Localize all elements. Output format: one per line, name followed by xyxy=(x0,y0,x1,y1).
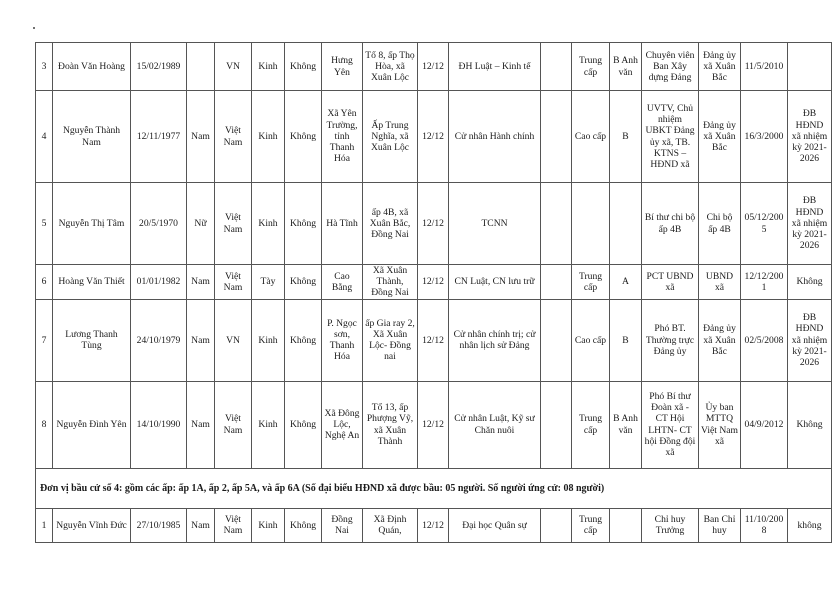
cell-stt: 1 xyxy=(36,508,53,542)
cell-nationality: Việt Nam xyxy=(215,508,252,542)
cell-party-date: 12/12/2001 xyxy=(741,265,788,300)
cell-workplace: Đảng ủy xã Xuân Bắc xyxy=(699,91,741,183)
cell-ethnicity: Kinh xyxy=(252,299,285,381)
cell-dob: 12/11/1977 xyxy=(131,91,187,183)
cell-religion: Không xyxy=(285,299,322,381)
cell-residence: Xã Định Quán, xyxy=(363,508,418,542)
cell-dob: 01/01/1982 xyxy=(131,265,187,300)
cell-foreign-language: B xyxy=(610,299,642,381)
cell-residence: Xã Xuân Thành, Đồng Nai xyxy=(363,265,418,300)
table-row xyxy=(36,91,832,183)
cell-specialty: CN Luật, CN lưu trữ xyxy=(449,265,541,300)
candidate-table xyxy=(35,42,832,543)
cell-col12 xyxy=(541,43,572,91)
cell-specialty: Cử nhân chính trị; cử nhân lịch sử Đảng xyxy=(449,299,541,381)
cell-ethnicity: Tày xyxy=(252,265,285,300)
cell-delegate: ĐB HĐND xã nhiệm kỳ 2021-2026 xyxy=(788,299,832,381)
cell-foreign-language xyxy=(610,183,642,265)
cell-ethnicity: Kinh xyxy=(252,508,285,542)
cell-workplace: Đảng ủy xã Xuân Bắc xyxy=(699,43,741,91)
cell-residence: ấp 4B, xã Xuân Bắc, Đồng Nai xyxy=(363,183,418,265)
cell-occupation: PCT UBND xã xyxy=(642,265,699,300)
cell-political-theory xyxy=(572,183,610,265)
cell-hometown: Xã Đông Lộc, Nghệ An xyxy=(322,381,363,468)
cell-name: Nguyễn Thị Tâm xyxy=(53,183,131,265)
cell-specialty: Đại học Quân sự xyxy=(449,508,541,542)
cell-col12 xyxy=(541,265,572,300)
cell-general-education: 12/12 xyxy=(418,508,449,542)
cell-hometown: Cao Bằng xyxy=(322,265,363,300)
cell-foreign-language: A xyxy=(610,265,642,300)
cell-nationality: VN xyxy=(215,43,252,91)
cell-religion: Không xyxy=(285,265,322,300)
cell-workplace: Đảng ủy xã Xuân Bắc xyxy=(699,299,741,381)
cell-religion: Không xyxy=(285,381,322,468)
cell-religion: Không xyxy=(285,91,322,183)
cell-dob: 27/10/1985 xyxy=(131,508,187,542)
cell-nationality: VN xyxy=(215,299,252,381)
cell-political-theory: Trung cấp xyxy=(572,508,610,542)
cell-party-date: 11/10/2008 xyxy=(741,508,788,542)
cell-name: Nguyễn Vĩnh Đức xyxy=(53,508,131,542)
cell-general-education: 12/12 xyxy=(418,299,449,381)
cell-general-education: 12/12 xyxy=(418,183,449,265)
cell-stt: 7 xyxy=(36,299,53,381)
cell-occupation: Phó Bí thư Đoàn xã - CT Hội LHTN- CT hội Đồng đội xã xyxy=(642,381,699,468)
cell-nationality: Việt Nam xyxy=(215,381,252,468)
cell-religion: Không xyxy=(285,183,322,265)
cell-political-theory: Trung cấp xyxy=(572,43,610,91)
cell-stt: 6 xyxy=(36,265,53,300)
cell-stt: 5 xyxy=(36,183,53,265)
cell-occupation: UVTV, Chủ nhiệm UBKT Đảng ủy xã, TB. KTNS – HĐND xã xyxy=(642,91,699,183)
table-row xyxy=(36,381,832,468)
cell-workplace: Chi bộ ấp 4B xyxy=(699,183,741,265)
cell-dob: 24/10/1979 xyxy=(131,299,187,381)
cell-specialty: Cử nhân Luật, Kỹ sư Chăn nuôi xyxy=(449,381,541,468)
cell-col12 xyxy=(541,299,572,381)
cell-delegate: ĐB HĐND xã nhiệm kỳ 2021-2026 xyxy=(788,183,832,265)
cell-dob: 14/10/1990 xyxy=(131,381,187,468)
cell-foreign-language: B Anh văn xyxy=(610,381,642,468)
cell-hometown: Xã Yên Trường, tỉnh Thanh Hóa xyxy=(322,91,363,183)
cell-delegate xyxy=(788,43,832,91)
table-row xyxy=(36,508,832,542)
cell-stt: 3 xyxy=(36,43,53,91)
cell-stt: 8 xyxy=(36,381,53,468)
rows-group-a xyxy=(36,43,832,469)
cell-religion: Không xyxy=(285,43,322,91)
cell-sex xyxy=(187,43,215,91)
cell-nationality: Việt Nam xyxy=(215,183,252,265)
cell-workplace: Ban Chỉ huy xyxy=(699,508,741,542)
cell-hometown: Hưng Yên xyxy=(322,43,363,91)
cell-delegate: Không xyxy=(788,265,832,300)
cell-specialty: ĐH Luật – Kinh tế xyxy=(449,43,541,91)
cell-religion: Không xyxy=(285,508,322,542)
cell-political-theory: Trung cấp xyxy=(572,381,610,468)
cell-foreign-language: B Anh văn xyxy=(610,43,642,91)
cell-party-date: 16/3/2000 xyxy=(741,91,788,183)
cell-specialty: TCNN xyxy=(449,183,541,265)
cell-occupation: Phó BT. Thường trực Đảng ủy xyxy=(642,299,699,381)
cell-delegate: Không xyxy=(788,381,832,468)
section-row xyxy=(36,468,832,508)
cell-workplace: Ủy ban MTTQ Việt Nam xã xyxy=(699,381,741,468)
table-row xyxy=(36,43,832,91)
cell-specialty: Cử nhân Hành chính xyxy=(449,91,541,183)
cell-general-education: 12/12 xyxy=(418,265,449,300)
cell-ethnicity: Kinh xyxy=(252,183,285,265)
cell-name: Nguyễn Đình Yên xyxy=(53,381,131,468)
cell-ethnicity: Kinh xyxy=(252,381,285,468)
cell-name: Đoàn Văn Hoàng xyxy=(53,43,131,91)
cell-sex: Nam xyxy=(187,91,215,183)
cell-hometown: P. Ngọc sơn, Thanh Hóa xyxy=(322,299,363,381)
cell-sex: Nam xyxy=(187,265,215,300)
cell-party-date: 02/5/2008 xyxy=(741,299,788,381)
cell-residence: ấp Gia ray 2, Xã Xuân Lộc- Đồng nai xyxy=(363,299,418,381)
cell-party-date: 05/12/2005 xyxy=(741,183,788,265)
cell-residence: Tổ 8, ấp Thọ Hòa, xã Xuân Lộc xyxy=(363,43,418,91)
cell-workplace: UBND xã xyxy=(699,265,741,300)
cell-foreign-language: B xyxy=(610,91,642,183)
cell-col12 xyxy=(541,508,572,542)
scan-speck xyxy=(33,27,35,29)
candidate-table-page xyxy=(35,42,828,543)
cell-nationality: Việt Nam xyxy=(215,91,252,183)
section-group xyxy=(36,468,832,508)
cell-political-theory: Cao cấp xyxy=(572,91,610,183)
cell-political-theory: Trung cấp xyxy=(572,265,610,300)
cell-foreign-language xyxy=(610,508,642,542)
cell-occupation: Chuyên viên Ban Xây dựng Đảng xyxy=(642,43,699,91)
cell-political-theory: Cao cấp xyxy=(572,299,610,381)
rows-group-b xyxy=(36,508,832,542)
cell-col12 xyxy=(541,91,572,183)
cell-general-education: 12/12 xyxy=(418,381,449,468)
cell-residence: Tổ 13, ấp Phượng Vỹ, xã Xuân Thành xyxy=(363,381,418,468)
cell-col12 xyxy=(541,381,572,468)
cell-general-education: 12/12 xyxy=(418,43,449,91)
cell-delegate: ĐB HĐND xã nhiệm kỳ 2021-2026 xyxy=(788,91,832,183)
cell-ethnicity: Kinh xyxy=(252,91,285,183)
table-row xyxy=(36,265,832,300)
cell-hometown: Đồng Nai xyxy=(322,508,363,542)
cell-col12 xyxy=(541,183,572,265)
cell-hometown: Hà Tĩnh xyxy=(322,183,363,265)
cell-stt: 4 xyxy=(36,91,53,183)
cell-party-date: 11/5/2010 xyxy=(741,43,788,91)
cell-sex: Nam xyxy=(187,381,215,468)
cell-dob: 15/02/1989 xyxy=(131,43,187,91)
cell-occupation: Chỉ huy Trưởng xyxy=(642,508,699,542)
cell-sex: Nam xyxy=(187,508,215,542)
cell-ethnicity: Kinh xyxy=(252,43,285,91)
cell-occupation: Bí thư chi bộ ấp 4B xyxy=(642,183,699,265)
cell-sex: Nam xyxy=(187,299,215,381)
table-row xyxy=(36,183,832,265)
cell-party-date: 04/9/2012 xyxy=(741,381,788,468)
cell-name: Hoàng Văn Thiết xyxy=(53,265,131,300)
cell-residence: Ấp Trung Nghĩa, xã Xuân Lộc xyxy=(363,91,418,183)
section-note: Đơn vị bầu cử số 4: gồm các ấp: ấp 1A, ấp 2, ấp 5A, và ấp 6A (Số đại biểu HĐND xã được bầu: 05 người. Số người ứng cử: 08 người) xyxy=(36,468,832,508)
cell-dob: 20/5/1970 xyxy=(131,183,187,265)
cell-name: Nguyễn Thành Nam xyxy=(53,91,131,183)
cell-sex: Nữ xyxy=(187,183,215,265)
table-row xyxy=(36,299,832,381)
cell-delegate: không xyxy=(788,508,832,542)
cell-name: Lương Thanh Tùng xyxy=(53,299,131,381)
cell-general-education: 12/12 xyxy=(418,91,449,183)
cell-nationality: Việt Nam xyxy=(215,265,252,300)
